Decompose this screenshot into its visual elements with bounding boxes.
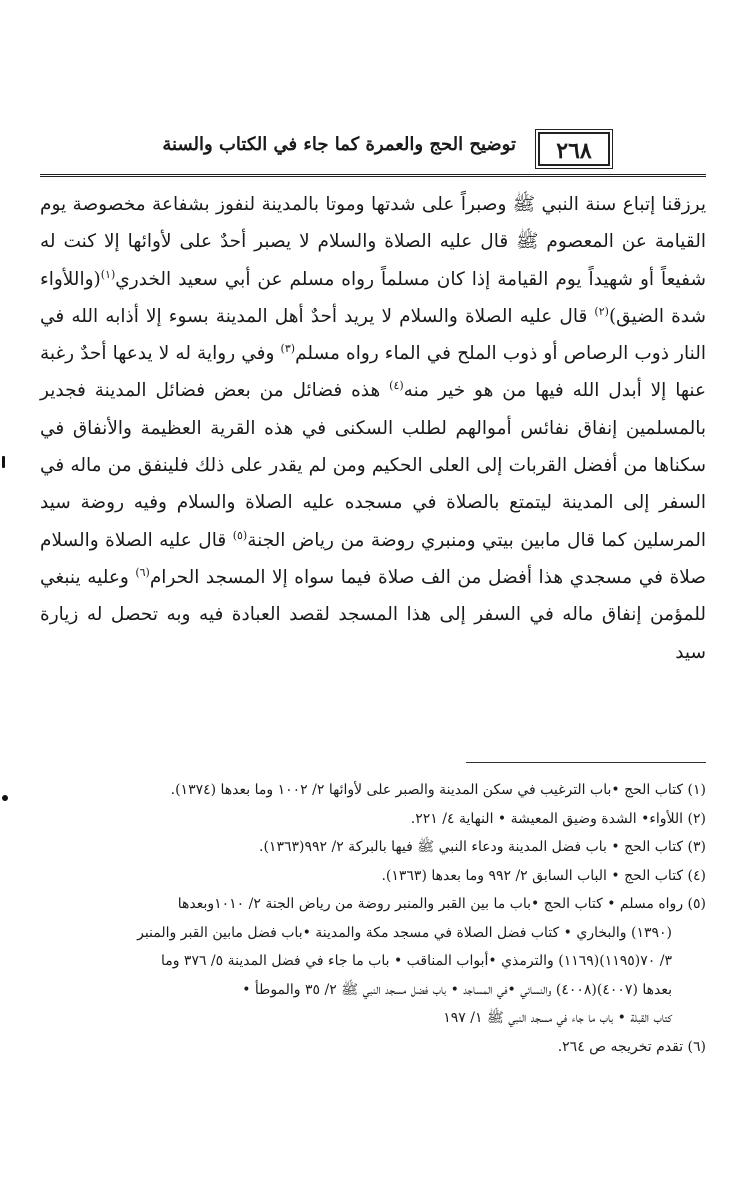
- header-divider: [40, 174, 706, 177]
- footnote-3: (٣) كتاب الحج • باب فضل المدينة ودعاء النبي ﷺ فيها بالبركة ٢/ ٩٩٢(١٣٦٣).: [259, 839, 706, 855]
- text-segment: وفي رواية له لا يدعها أحدٌ رغبة عنها إلا أبدل الله فيها من هو خير منه: [40, 343, 706, 402]
- text-segment: يرزقنا إتباع سنة النبي ﷺ وصبراً على شدتها وموتا بالمدينة لنفوز بشفاعة مخصوصة يوم القيامة عن المعصوم ﷺ قال عليه الصلاة والسلام لا يصبر أحدٌ على لأوائها إلا كنت له شفيعاً أو شهيداً يوم القيامة إذا كان مسلماً رواه مسلم عن أبي سعيد الخدري: [40, 194, 706, 290]
- footnote-5-continuation: ٣/ ٧٠(١١٩٥)(١١٦٩) والترمذي •أبواب المناقب • باب ما جاء في فضل المدينة ٥/ ٣٧٦ وما: [160, 953, 672, 969]
- footnote-5: (٥) رواه مسلم • كتاب الحج •باب ما بين القبر والمنبر روضة من رياض الجنة ٢/ ١٠١٠وبعدها: [177, 896, 706, 912]
- footnote-ref-4: (٤): [389, 379, 404, 393]
- text-segment: هذه فضائل من بعض فضائل المدينة فجدير بالمسلمين إنفاق نفائس أموالهم لطلب السكنى في هذه القرية العظيمة والأنفاق في سكناها من أفضل القربات إلى العلى الحكيم ومن لم يقدر على ذلك فلينفق من ماله في السفر إلى المدينة ليتمتع بالصلاة في مسجده عليه الصلاة والسلام وفيه روضة سيد المرسلين كما قال مابين بيتي ومنبري روضة من رياض الجنة: [40, 380, 706, 551]
- main-text: [40, 186, 706, 671]
- footnote-ref-6: (٦): [135, 565, 150, 579]
- footnotes: [40, 776, 706, 1061]
- footnote-6: (٦) تقدم تخريجه ص ٢٦٤.: [557, 1038, 706, 1055]
- footnote-ref-5: (٥): [232, 528, 248, 542]
- footnote-2: (٢) اللأواء• الشدة وضيق المعيشة • النهاية ٤/ ٢٢١.: [410, 810, 706, 827]
- scan-mark: [2, 795, 8, 801]
- text-segment: وعليه ينبغي للمؤمن إنفاق ماله في السفر إلى هذا المسجد لقصد العبادة فيه وبه تحصل له زيارة سيد: [40, 566, 706, 663]
- footnote-ref-1: (١): [100, 267, 116, 281]
- running-title: توضيح الحج والعمرة كما جاء في الكتاب والسنة: [162, 134, 516, 155]
- footnote-1: (١) كتاب الحج •باب الترغيب في سكن المدينة والصبر على لأوائها ٢/ ١٠٠٢ وما بعدها (١٣٧٤).: [170, 782, 706, 798]
- footnote-5-continuation: كتاب القبلة • باب ما جاء في مسجد النبي ﷺ ١/ ١٩٧: [443, 1010, 672, 1026]
- footnote-5-continuation: بعدها (٤٠٠٧)(٤٠٠٨) والنسائي •في المساجد • باب فضل مسجد النبي ﷺ ٢/ ٣٥ والموطأ •: [242, 981, 672, 998]
- body-paragraph: [40, 186, 706, 671]
- footnote-4: (٤) كتاب الحج • الباب السابق ٢/ ٩٩٢ وما بعدها (١٣٦٣).: [381, 867, 706, 884]
- footnote-divider: [466, 762, 706, 763]
- footnote-ref-2: (٢): [594, 304, 609, 318]
- text-segment: (واللأواء شدة الضيق): [40, 268, 706, 327]
- scan-mark: [2, 456, 5, 468]
- footnote-ref-3: (٣): [280, 342, 296, 356]
- page-number: ٢٦٨: [538, 132, 610, 166]
- text-segment: قال عليه الصلاة والسلام صلاة في مسجدي هذا أفضل من الف صلاة فيما سواه إلا المسجد الحرام: [40, 529, 706, 588]
- page-header: [40, 126, 706, 178]
- text-segment: قال عليه الصلاة والسلام لا يريد أحدٌ أهل المدينة بسوء إلا أذابه الله في النار ذوب الرصاص أو ذوب الملح في الماء رواه مسلم: [40, 305, 706, 365]
- footnote-5-continuation: (١٣٩٠) والبخاري • كتاب فضل الصلاة في مسجد مكة والمدينة •باب فضل مابين القبر والمنبر: [137, 924, 672, 941]
